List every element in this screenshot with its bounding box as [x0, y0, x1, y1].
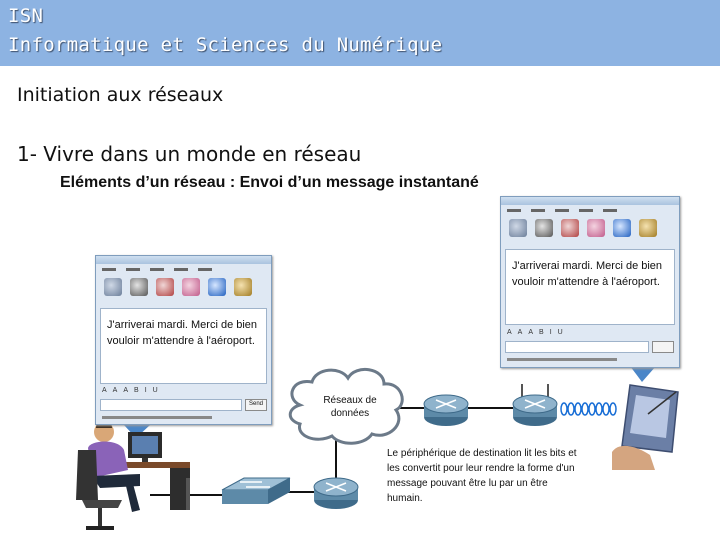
receiver-menu-bar [507, 207, 673, 215]
receiver-format-bar: A A A B I U [507, 329, 563, 336]
send-file-icon[interactable] [156, 278, 174, 296]
invite-icon[interactable] [535, 219, 553, 237]
sender-toolbar [104, 278, 263, 304]
webcam-icon[interactable] [587, 219, 605, 237]
pda-icon [612, 385, 678, 470]
games-icon[interactable] [639, 219, 657, 237]
header-line-1: ISN [8, 5, 44, 27]
slide-subtitle: Initiation aux réseaux [17, 84, 224, 106]
sender-im-window [95, 255, 272, 425]
user-icon [76, 421, 190, 529]
sender-format-bar: A A A B I U [102, 387, 158, 394]
games-icon[interactable] [234, 278, 252, 296]
contacts-icon[interactable] [509, 219, 527, 237]
sender-window-titlebar [96, 256, 271, 264]
header-line-2: Informatique et Sciences du Numérique [8, 34, 443, 56]
router-icon-bottom [314, 478, 358, 509]
cloud-label [309, 394, 391, 420]
receiver-window-titlebar [501, 197, 679, 205]
receiver-send-button[interactable] [652, 341, 674, 353]
receiver-bubble-pointer [630, 366, 656, 382]
destination-description [387, 446, 577, 506]
receiver-status-bar [507, 358, 617, 361]
contacts-icon[interactable] [104, 278, 122, 296]
receiver-message-line-1: J'arriverai mardi. Merci de bien [512, 260, 663, 272]
info-icon[interactable] [208, 278, 226, 296]
description-line-1: Le périphérique de destination lit les bits et [387, 448, 577, 459]
receiver-compose-input[interactable] [505, 341, 649, 353]
cloud-label-line-2: données [330, 408, 370, 419]
webcam-icon[interactable] [182, 278, 200, 296]
send-file-icon[interactable] [561, 219, 579, 237]
receiver-message-area [505, 249, 675, 325]
receiver-im-window [500, 196, 680, 368]
send-button[interactable]: Send [245, 399, 267, 411]
sender-message-area [100, 308, 267, 384]
description-line-4: humain. [387, 493, 423, 504]
receiver-toolbar [509, 219, 671, 245]
cloud-label-line-1: Réseaux de [323, 395, 377, 406]
info-icon[interactable] [613, 219, 631, 237]
figure-caption: Eléments d’un réseau : Envoi d’un message instantané [60, 174, 479, 191]
description-line-3: message pouvant être lu par un être [387, 478, 548, 489]
sender-message-line-2: vouloir m'attendre à l'aéroport. [107, 335, 255, 347]
sender-message-line-1: J'arriverai mardi. Merci de bien [107, 319, 258, 331]
invite-icon[interactable] [130, 278, 148, 296]
wireless-router-icon [513, 384, 557, 426]
wireless-signal-icon [561, 403, 616, 415]
switch-icon [222, 478, 290, 504]
sender-compose-input[interactable] [100, 399, 242, 411]
receiver-message-line-2: vouloir m'attendre à l'aéroport. [512, 276, 660, 288]
sender-status-bar [102, 416, 212, 419]
section-title: 1- Vivre dans un monde en réseau [17, 142, 362, 166]
sender-menu-bar [102, 266, 265, 274]
router-icon [424, 395, 468, 426]
description-line-2: les convertit pour leur rendre la forme d'un [387, 463, 575, 474]
